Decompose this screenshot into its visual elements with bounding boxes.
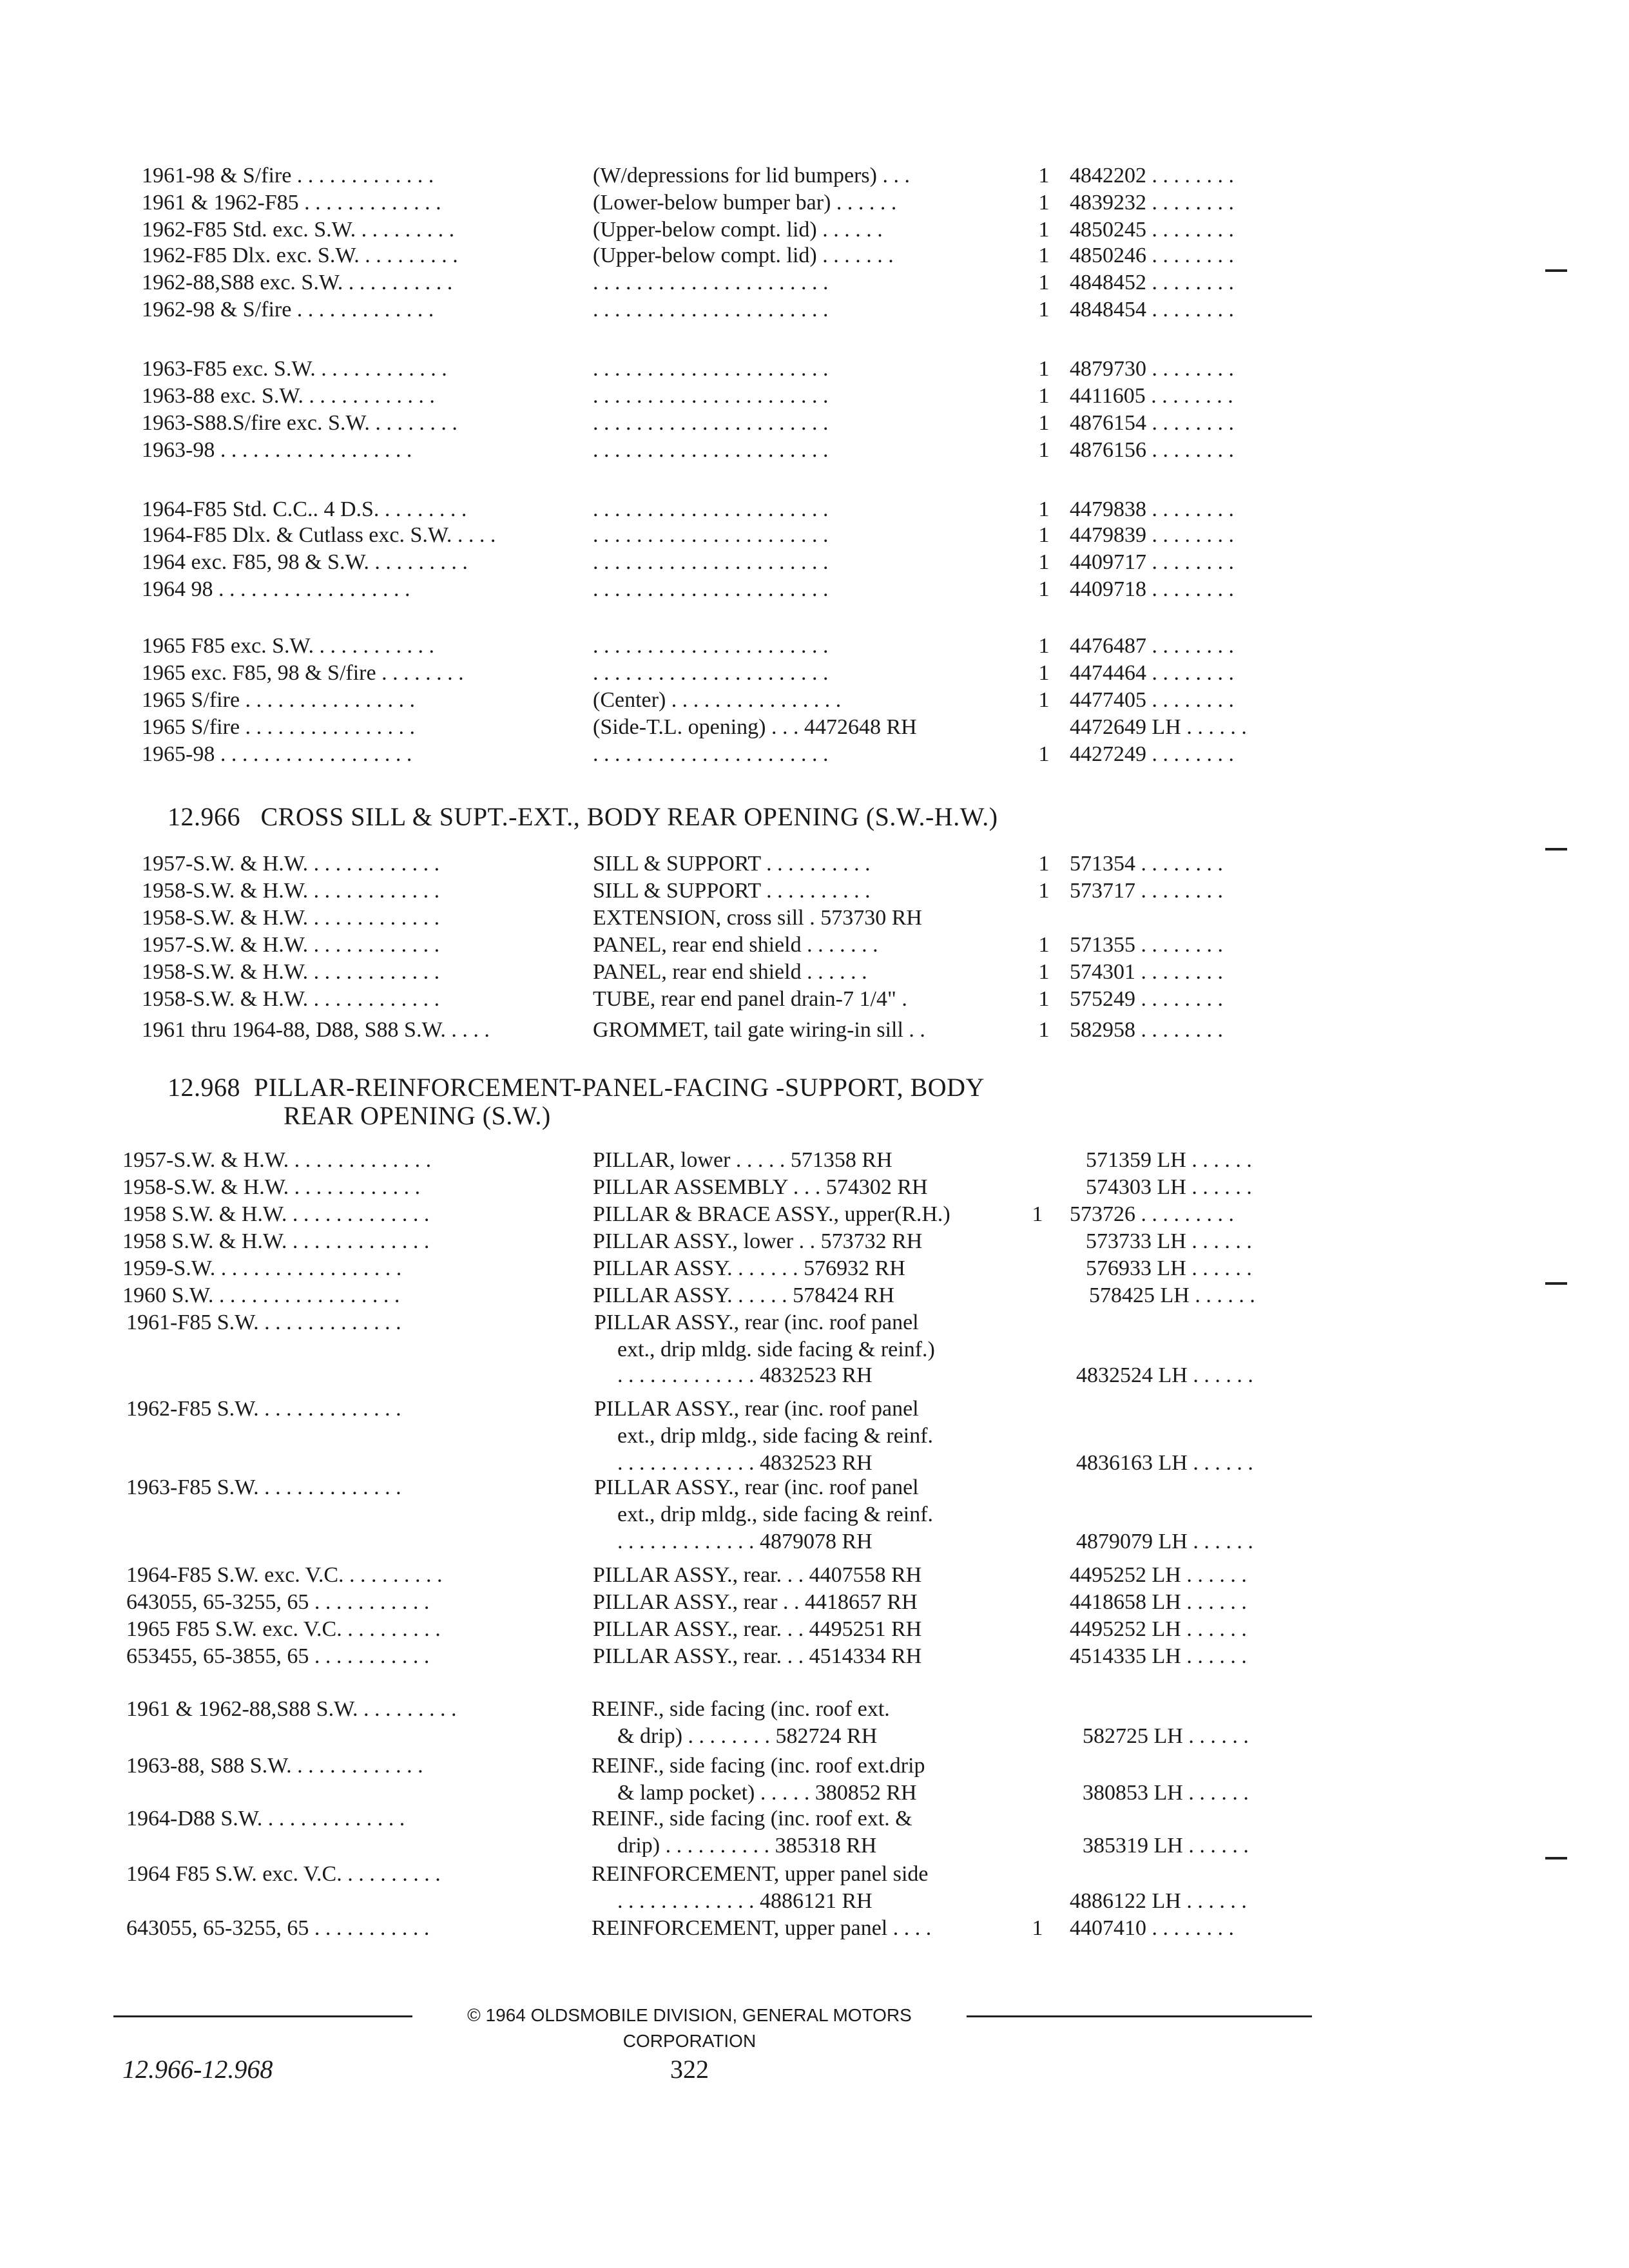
- description-cell: . . . . . . . . . . . . . . . . . . . . . .: [593, 661, 829, 685]
- model-cell: 1957-S.W. & H.W. . . . . . . . . . . . .: [142, 933, 440, 957]
- part-number-cell: 571354 . . . . . . . .: [1070, 852, 1223, 876]
- description-cell: PILLAR ASSY. . . . . . . 576932 RH: [593, 1256, 905, 1280]
- model-cell: 1962-F85 Std. exc. S.W. . . . . . . . . .: [142, 218, 455, 242]
- table-row-continued: [0, 1528, 1629, 1555]
- table-row: [0, 1616, 1629, 1643]
- part-number-cell: 4850245 . . . . . . . .: [1070, 218, 1234, 242]
- description-cell: . . . . . . . . . . . . . . . . . . . . . .: [593, 271, 829, 294]
- part-number-cell: 4477405 . . . . . . . .: [1070, 688, 1234, 712]
- margin-mark: [1545, 1857, 1567, 1860]
- quantity-cell: 1: [1038, 550, 1050, 574]
- model-cell: 1963-F85 exc. S.W. . . . . . . . . . . . .: [142, 357, 447, 381]
- description-cell: PILLAR ASSY., lower . . 573732 RH: [593, 1229, 923, 1253]
- table-row: [0, 1861, 1629, 1888]
- section-number: 12.968: [168, 1073, 240, 1102]
- section-title: CROSS SILL & SUPT.-EXT., BODY REAR OPENING (S.W.-H.W.): [260, 802, 998, 831]
- table-row-continued: [0, 1362, 1629, 1389]
- table-row: [0, 356, 1629, 383]
- description-cell: SILL & SUPPORT . . . . . . . . . .: [593, 879, 871, 903]
- description-cell: . . . . . . . . . . . . . . . . . . . . . .: [593, 411, 829, 435]
- part-number-cell: 578425 LH . . . . . .: [1089, 1283, 1255, 1307]
- model-cell: 1965 F85 exc. S.W. . . . . . . . . . . .: [142, 634, 434, 658]
- description-cell: (Lower-below bumper bar) . . . . . .: [593, 191, 897, 215]
- description-cell: SILL & SUPPORT . . . . . . . . . .: [593, 852, 871, 876]
- part-number-cell: 4876156 . . . . . . . .: [1070, 438, 1234, 462]
- table-row-continued: [0, 1450, 1629, 1477]
- table-row-continued: [0, 1780, 1629, 1807]
- description-line: . . . . . . . . . . . . . 4832523 RH: [617, 1363, 872, 1387]
- table-row-continued: [0, 1423, 1629, 1450]
- model-cell: 1962-F85 S.W. . . . . . . . . . . . . .: [126, 1397, 401, 1421]
- description-cell: . . . . . . . . . . . . . . . . . . . . . .: [593, 384, 829, 408]
- part-number-cell: 4879079 LH . . . . . .: [1076, 1530, 1253, 1553]
- part-number-cell: 576933 LH . . . . . .: [1086, 1256, 1252, 1280]
- model-cell: 1961 & 1962-88,S88 S.W. . . . . . . . . .: [126, 1697, 457, 1721]
- description-cell: PILLAR ASSY., rear. . . 4407558 RH: [593, 1563, 922, 1587]
- table-row: [0, 1474, 1629, 1501]
- part-number-cell: 4407410 . . . . . . . .: [1070, 1916, 1234, 1940]
- quantity-cell: 1: [1038, 298, 1050, 322]
- part-number-cell: 4472649 LH . . . . . .: [1070, 715, 1247, 739]
- part-number-cell: 4850246 . . . . . . . .: [1070, 244, 1234, 267]
- part-number-cell: 4495252 LH . . . . . .: [1070, 1617, 1247, 1641]
- margin-mark: [1545, 269, 1567, 272]
- section-title: PILLAR-REINFORCEMENT-PANEL-FACING -SUPPORT, BODY: [254, 1073, 985, 1102]
- description-cell: (Upper-below compt. lid) . . . . . .: [593, 218, 883, 242]
- model-cell: 1963-F85 S.W. . . . . . . . . . . . . .: [126, 1475, 401, 1499]
- description-cell: PILLAR, lower . . . . . 571358 RH: [593, 1148, 892, 1172]
- part-number-cell: 4409717 . . . . . . . .: [1070, 550, 1234, 574]
- quantity-cell: 1: [1038, 497, 1050, 521]
- table-row: [0, 1174, 1629, 1201]
- section-heading: [168, 802, 998, 832]
- part-number-cell: 4839232 . . . . . . . .: [1070, 191, 1234, 215]
- table-row-continued: [0, 1723, 1629, 1750]
- model-cell: 1957-S.W. & H.W. . . . . . . . . . . . .: [142, 852, 440, 876]
- part-number-cell: 575249 . . . . . . . .: [1070, 987, 1223, 1011]
- part-number-cell: 4848454 . . . . . . . .: [1070, 298, 1234, 322]
- table-row-continued: [0, 1888, 1629, 1915]
- model-cell: 1957-S.W. & H.W. . . . . . . . . . . . . .: [122, 1148, 432, 1172]
- part-number-cell: 582958 . . . . . . . .: [1070, 1018, 1223, 1042]
- description-cell: . . . . . . . . . . . . . . . . . . . . . .: [593, 357, 829, 381]
- description-cell: EXTENSION, cross sill . 573730 RH: [593, 906, 922, 930]
- quantity-cell: 1: [1038, 411, 1050, 435]
- model-cell: 1961-F85 S.W. . . . . . . . . . . . . .: [126, 1311, 401, 1334]
- table-row: [0, 1696, 1629, 1723]
- table-row: [0, 1228, 1629, 1255]
- table-row: [0, 576, 1629, 603]
- part-number-cell: 4479838 . . . . . . . .: [1070, 497, 1234, 521]
- table-row-continued: [0, 1336, 1629, 1363]
- model-cell: 1965 exc. F85, 98 & S/fire . . . . . . . .: [142, 661, 464, 685]
- part-number-cell: 4832524 LH . . . . . .: [1076, 1363, 1253, 1387]
- quantity-cell: 1: [1038, 577, 1050, 601]
- description-cell: PILLAR ASSEMBLY . . . 574302 RH: [593, 1175, 928, 1199]
- table-row: [0, 1643, 1629, 1670]
- quantity-cell: 1: [1038, 960, 1050, 984]
- model-cell: 1964-F85 Dlx. & Cutlass exc. S.W. . . . .: [142, 523, 496, 547]
- description-cell: PILLAR ASSY., rear. . . 4495251 RH: [593, 1617, 922, 1641]
- description-line: ext., drip mldg., side facing & reinf.: [617, 1503, 934, 1526]
- quantity-cell: 1: [1038, 191, 1050, 215]
- section-number: 12.966: [168, 802, 240, 831]
- section-heading: [168, 1072, 985, 1103]
- table-row: [0, 1282, 1629, 1309]
- table-row: [0, 1805, 1629, 1832]
- table-row: [0, 1017, 1629, 1044]
- model-cell: 1958-S.W. & H.W. . . . . . . . . . . . .: [122, 1175, 421, 1199]
- model-cell: 1959-S.W. . . . . . . . . . . . . . . . . .: [122, 1256, 402, 1280]
- part-number-cell: 4411605 . . . . . . . .: [1070, 384, 1233, 408]
- model-cell: 1961 thru 1964-88, D88, S88 S.W. . . . .: [142, 1018, 490, 1042]
- quantity-cell: 1: [1038, 357, 1050, 381]
- quantity-cell: 1: [1038, 523, 1050, 547]
- table-row: [0, 1753, 1629, 1780]
- model-cell: 1962-88,S88 exc. S.W. . . . . . . . . . .: [142, 271, 453, 294]
- description-line: PILLAR ASSY., rear (inc. roof panel: [594, 1475, 919, 1499]
- description-cell: (Side-T.L. opening) . . . 4472648 RH: [593, 715, 917, 739]
- description-cell: . . . . . . . . . . . . . . . . . . . . . .: [593, 523, 829, 547]
- description-line: . . . . . . . . . . . . . 4879078 RH: [617, 1530, 872, 1553]
- table-row: [0, 1562, 1629, 1589]
- description-line: REINFORCEMENT, upper panel side: [592, 1862, 929, 1886]
- table-row-continued: [0, 1832, 1629, 1860]
- table-row: [0, 660, 1629, 687]
- margin-mark: [1545, 1282, 1567, 1285]
- model-cell: 1960 S.W. . . . . . . . . . . . . . . . . .: [122, 1283, 400, 1307]
- table-row: [0, 932, 1629, 959]
- description-cell: (Center) . . . . . . . . . . . . . . . .: [593, 688, 842, 712]
- model-cell: 1964-D88 S.W. . . . . . . . . . . . . .: [126, 1807, 405, 1831]
- model-cell: 1963-S88.S/fire exc. S.W. . . . . . . . .: [142, 411, 458, 435]
- table-row: [0, 269, 1629, 296]
- model-cell: 1958-S.W. & H.W. . . . . . . . . . . . .: [142, 906, 440, 930]
- model-cell: 653455, 65-3855, 65 . . . . . . . . . . .: [126, 1644, 430, 1668]
- description-cell: PILLAR ASSY., rear . . 4418657 RH: [593, 1590, 918, 1614]
- table-row: [0, 986, 1629, 1013]
- quantity-cell: 1: [1038, 742, 1050, 766]
- table-row: [0, 162, 1629, 189]
- table-row: [0, 383, 1629, 410]
- table-row: [0, 522, 1629, 549]
- table-row: [0, 1147, 1629, 1174]
- part-number-cell: 573726 . . . . . . . . .: [1070, 1202, 1234, 1226]
- part-number-cell: 4848452 . . . . . . . .: [1070, 271, 1234, 294]
- quantity-cell: 1: [1038, 661, 1050, 685]
- model-cell: 1963-88 exc. S.W. . . . . . . . . . . . .: [142, 384, 435, 408]
- table-row: [0, 549, 1629, 576]
- part-number-cell: 4879730 . . . . . . . .: [1070, 357, 1234, 381]
- section-title-continued: REAR OPENING (S.W.): [284, 1101, 551, 1130]
- description-cell: PILLAR ASSY. . . . . . 578424 RH: [593, 1283, 894, 1307]
- quantity-cell: 1: [1038, 688, 1050, 712]
- description-cell: PILLAR ASSY., rear. . . 4514334 RH: [593, 1644, 922, 1668]
- model-cell: 1964 F85 S.W. exc. V.C. . . . . . . . . .: [126, 1862, 441, 1886]
- description-cell: . . . . . . . . . . . . . . . . . . . . . .: [593, 550, 829, 574]
- part-number-cell: 573717 . . . . . . . .: [1070, 879, 1223, 903]
- description-line: ext., drip mldg. side facing & reinf.): [617, 1338, 935, 1361]
- table-row: [0, 1396, 1629, 1423]
- table-row: [0, 216, 1629, 244]
- description-cell: . . . . . . . . . . . . . . . . . . . . . .: [593, 634, 829, 658]
- description-line: ext., drip mldg., side facing & reinf.: [617, 1424, 934, 1448]
- model-cell: 1963-88, S88 S.W. . . . . . . . . . . . .: [126, 1754, 423, 1778]
- description-cell: (W/depressions for lid bumpers) . . .: [593, 164, 910, 187]
- part-number-cell: 574303 LH . . . . . .: [1086, 1175, 1252, 1199]
- quantity-cell: 1: [1032, 1916, 1043, 1940]
- quantity-cell: 1: [1038, 987, 1050, 1011]
- description-cell: PANEL, rear end shield . . . . . . .: [593, 933, 878, 957]
- model-cell: 1961-98 & S/fire . . . . . . . . . . . . .: [142, 164, 434, 187]
- table-row: [0, 850, 1629, 878]
- description-cell: GROMMET, tail gate wiring-in sill . .: [593, 1018, 925, 1042]
- model-cell: 1962-F85 Dlx. exc. S.W. . . . . . . . . .: [142, 244, 458, 267]
- model-cell: 1965 S/fire . . . . . . . . . . . . . . . .: [142, 715, 416, 739]
- part-number-cell: 574301 . . . . . . . .: [1070, 960, 1223, 984]
- table-row: [0, 959, 1629, 986]
- description-cell: . . . . . . . . . . . . . . . . . . . . . .: [593, 298, 829, 322]
- model-cell: 1958-S.W. & H.W. . . . . . . . . . . . .: [142, 879, 440, 903]
- table-row: [0, 633, 1629, 660]
- section-range: 12.966-12.968: [122, 2055, 273, 2084]
- quantity-cell: 1: [1038, 384, 1050, 408]
- part-number-cell: 4479839 . . . . . . . .: [1070, 523, 1234, 547]
- description-line: drip) . . . . . . . . . . 385318 RH: [617, 1834, 877, 1858]
- table-row: [0, 687, 1629, 714]
- model-cell: 1965 F85 S.W. exc. V.C. . . . . . . . . .: [126, 1617, 441, 1641]
- description-cell: REINFORCEMENT, upper panel . . . .: [592, 1916, 932, 1940]
- quantity-cell: 1: [1032, 1202, 1043, 1226]
- quantity-cell: 1: [1038, 164, 1050, 187]
- table-row: [0, 296, 1629, 323]
- description-cell: PILLAR & BRACE ASSY., upper(R.H.): [593, 1202, 950, 1226]
- part-number-cell: 4409718 . . . . . . . .: [1070, 577, 1234, 601]
- part-number-cell: 4842202 . . . . . . . .: [1070, 164, 1234, 187]
- page-number: 322: [670, 2055, 709, 2084]
- part-number-cell: 4427249 . . . . . . . .: [1070, 742, 1234, 766]
- part-number-cell: 4886122 LH . . . . . .: [1070, 1889, 1247, 1913]
- description-cell: . . . . . . . . . . . . . . . . . . . . . .: [593, 577, 829, 601]
- table-row: [0, 1915, 1629, 1942]
- model-cell: 1964 exc. F85, 98 & S.W. . . . . . . . . .: [142, 550, 468, 574]
- quantity-cell: 1: [1038, 271, 1050, 294]
- table-row: [0, 1255, 1629, 1282]
- quantity-cell: 1: [1038, 879, 1050, 903]
- quantity-cell: 1: [1038, 438, 1050, 462]
- description-cell: . . . . . . . . . . . . . . . . . . . . . .: [593, 438, 829, 462]
- table-row: [0, 1309, 1629, 1336]
- table-row: [0, 437, 1629, 464]
- model-cell: 1963-98 . . . . . . . . . . . . . . . . . .: [142, 438, 412, 462]
- table-row: [0, 905, 1629, 932]
- part-number-cell: 385319 LH . . . . . .: [1083, 1834, 1249, 1858]
- table-row-continued: [0, 1501, 1629, 1528]
- part-number-cell: 571359 LH . . . . . .: [1086, 1148, 1252, 1172]
- part-number-cell: 571355 . . . . . . . .: [1070, 933, 1223, 957]
- part-number-cell: 582725 LH . . . . . .: [1083, 1724, 1249, 1748]
- model-cell: 1964-F85 S.W. exc. V.C. . . . . . . . . .: [126, 1563, 443, 1587]
- quantity-cell: 1: [1038, 852, 1050, 876]
- model-cell: 643055, 65-3255, 65 . . . . . . . . . . .: [126, 1590, 430, 1614]
- description-line: REINF., side facing (inc. roof ext.: [592, 1697, 890, 1721]
- table-row: [0, 714, 1629, 741]
- model-cell: 1965 S/fire . . . . . . . . . . . . . . . .: [142, 688, 416, 712]
- model-cell: 1964 98 . . . . . . . . . . . . . . . . . .: [142, 577, 410, 601]
- part-number-cell: 4474464 . . . . . . . .: [1070, 661, 1234, 685]
- table-row: [0, 1589, 1629, 1616]
- description-cell: (Upper-below compt. lid) . . . . . . .: [593, 244, 894, 267]
- part-number-cell: 4418658 LH . . . . . .: [1070, 1590, 1247, 1614]
- part-number-cell: 380853 LH . . . . . .: [1083, 1781, 1249, 1805]
- quantity-cell: 1: [1038, 933, 1050, 957]
- model-cell: 1962-98 & S/fire . . . . . . . . . . . . .: [142, 298, 434, 322]
- model-cell: 643055, 65-3255, 65 . . . . . . . . . . .: [126, 1916, 430, 1940]
- description-cell: TUBE, rear end panel drain-7 1/4" .: [593, 987, 907, 1011]
- part-number-cell: 573733 LH . . . . . .: [1086, 1229, 1252, 1253]
- quantity-cell: 1: [1038, 1018, 1050, 1042]
- model-cell: 1958-S.W. & H.W. . . . . . . . . . . . .: [142, 987, 440, 1011]
- copyright-notice: © 1964 OLDSMOBILE DIVISION, GENERAL MOTORS CORPORATION: [412, 2003, 967, 2054]
- description-cell: . . . . . . . . . . . . . . . . . . . . . .: [593, 742, 829, 766]
- table-row: [0, 410, 1629, 437]
- description-line: PILLAR ASSY., rear (inc. roof panel: [594, 1311, 919, 1334]
- model-cell: 1961 & 1962-F85 . . . . . . . . . . . . .: [142, 191, 441, 215]
- description-line: REINF., side facing (inc. roof ext. &: [592, 1807, 912, 1831]
- model-cell: 1958-S.W. & H.W. . . . . . . . . . . . .: [142, 960, 440, 984]
- table-row: [0, 242, 1629, 269]
- part-number-cell: 4514335 LH . . . . . .: [1070, 1644, 1247, 1668]
- part-number-cell: 4876154 . . . . . . . .: [1070, 411, 1234, 435]
- description-line: & drip) . . . . . . . . 582724 RH: [617, 1724, 878, 1748]
- description-line: PILLAR ASSY., rear (inc. roof panel: [594, 1397, 919, 1421]
- description-line: . . . . . . . . . . . . . 4832523 RH: [617, 1451, 872, 1475]
- quantity-cell: 1: [1038, 634, 1050, 658]
- model-cell: 1958 S.W. & H.W. . . . . . . . . . . . . .: [122, 1202, 430, 1226]
- table-row: [0, 496, 1629, 523]
- model-cell: 1958 S.W. & H.W. . . . . . . . . . . . . .: [122, 1229, 430, 1253]
- table-row: [0, 1201, 1629, 1228]
- part-number-cell: 4836163 LH . . . . . .: [1076, 1451, 1253, 1475]
- part-number-cell: 4476487 . . . . . . . .: [1070, 634, 1234, 658]
- table-row: [0, 741, 1629, 768]
- quantity-cell: 1: [1038, 244, 1050, 267]
- table-row: [0, 189, 1629, 216]
- quantity-cell: 1: [1038, 218, 1050, 242]
- part-number-cell: 4495252 LH . . . . . .: [1070, 1563, 1247, 1587]
- description-cell: PANEL, rear end shield . . . . . .: [593, 960, 867, 984]
- model-cell: 1965-98 . . . . . . . . . . . . . . . . . .: [142, 742, 412, 766]
- description-line: . . . . . . . . . . . . . 4886121 RH: [617, 1889, 872, 1913]
- description-line: & lamp pocket) . . . . . 380852 RH: [617, 1781, 917, 1805]
- margin-mark: [1545, 848, 1567, 850]
- description-line: REINF., side facing (inc. roof ext.drip: [592, 1754, 925, 1778]
- model-cell: 1964-F85 Std. C.C.. 4 D.S. . . . . . . . .: [142, 497, 467, 521]
- table-row: [0, 878, 1629, 905]
- description-cell: . . . . . . . . . . . . . . . . . . . . . .: [593, 497, 829, 521]
